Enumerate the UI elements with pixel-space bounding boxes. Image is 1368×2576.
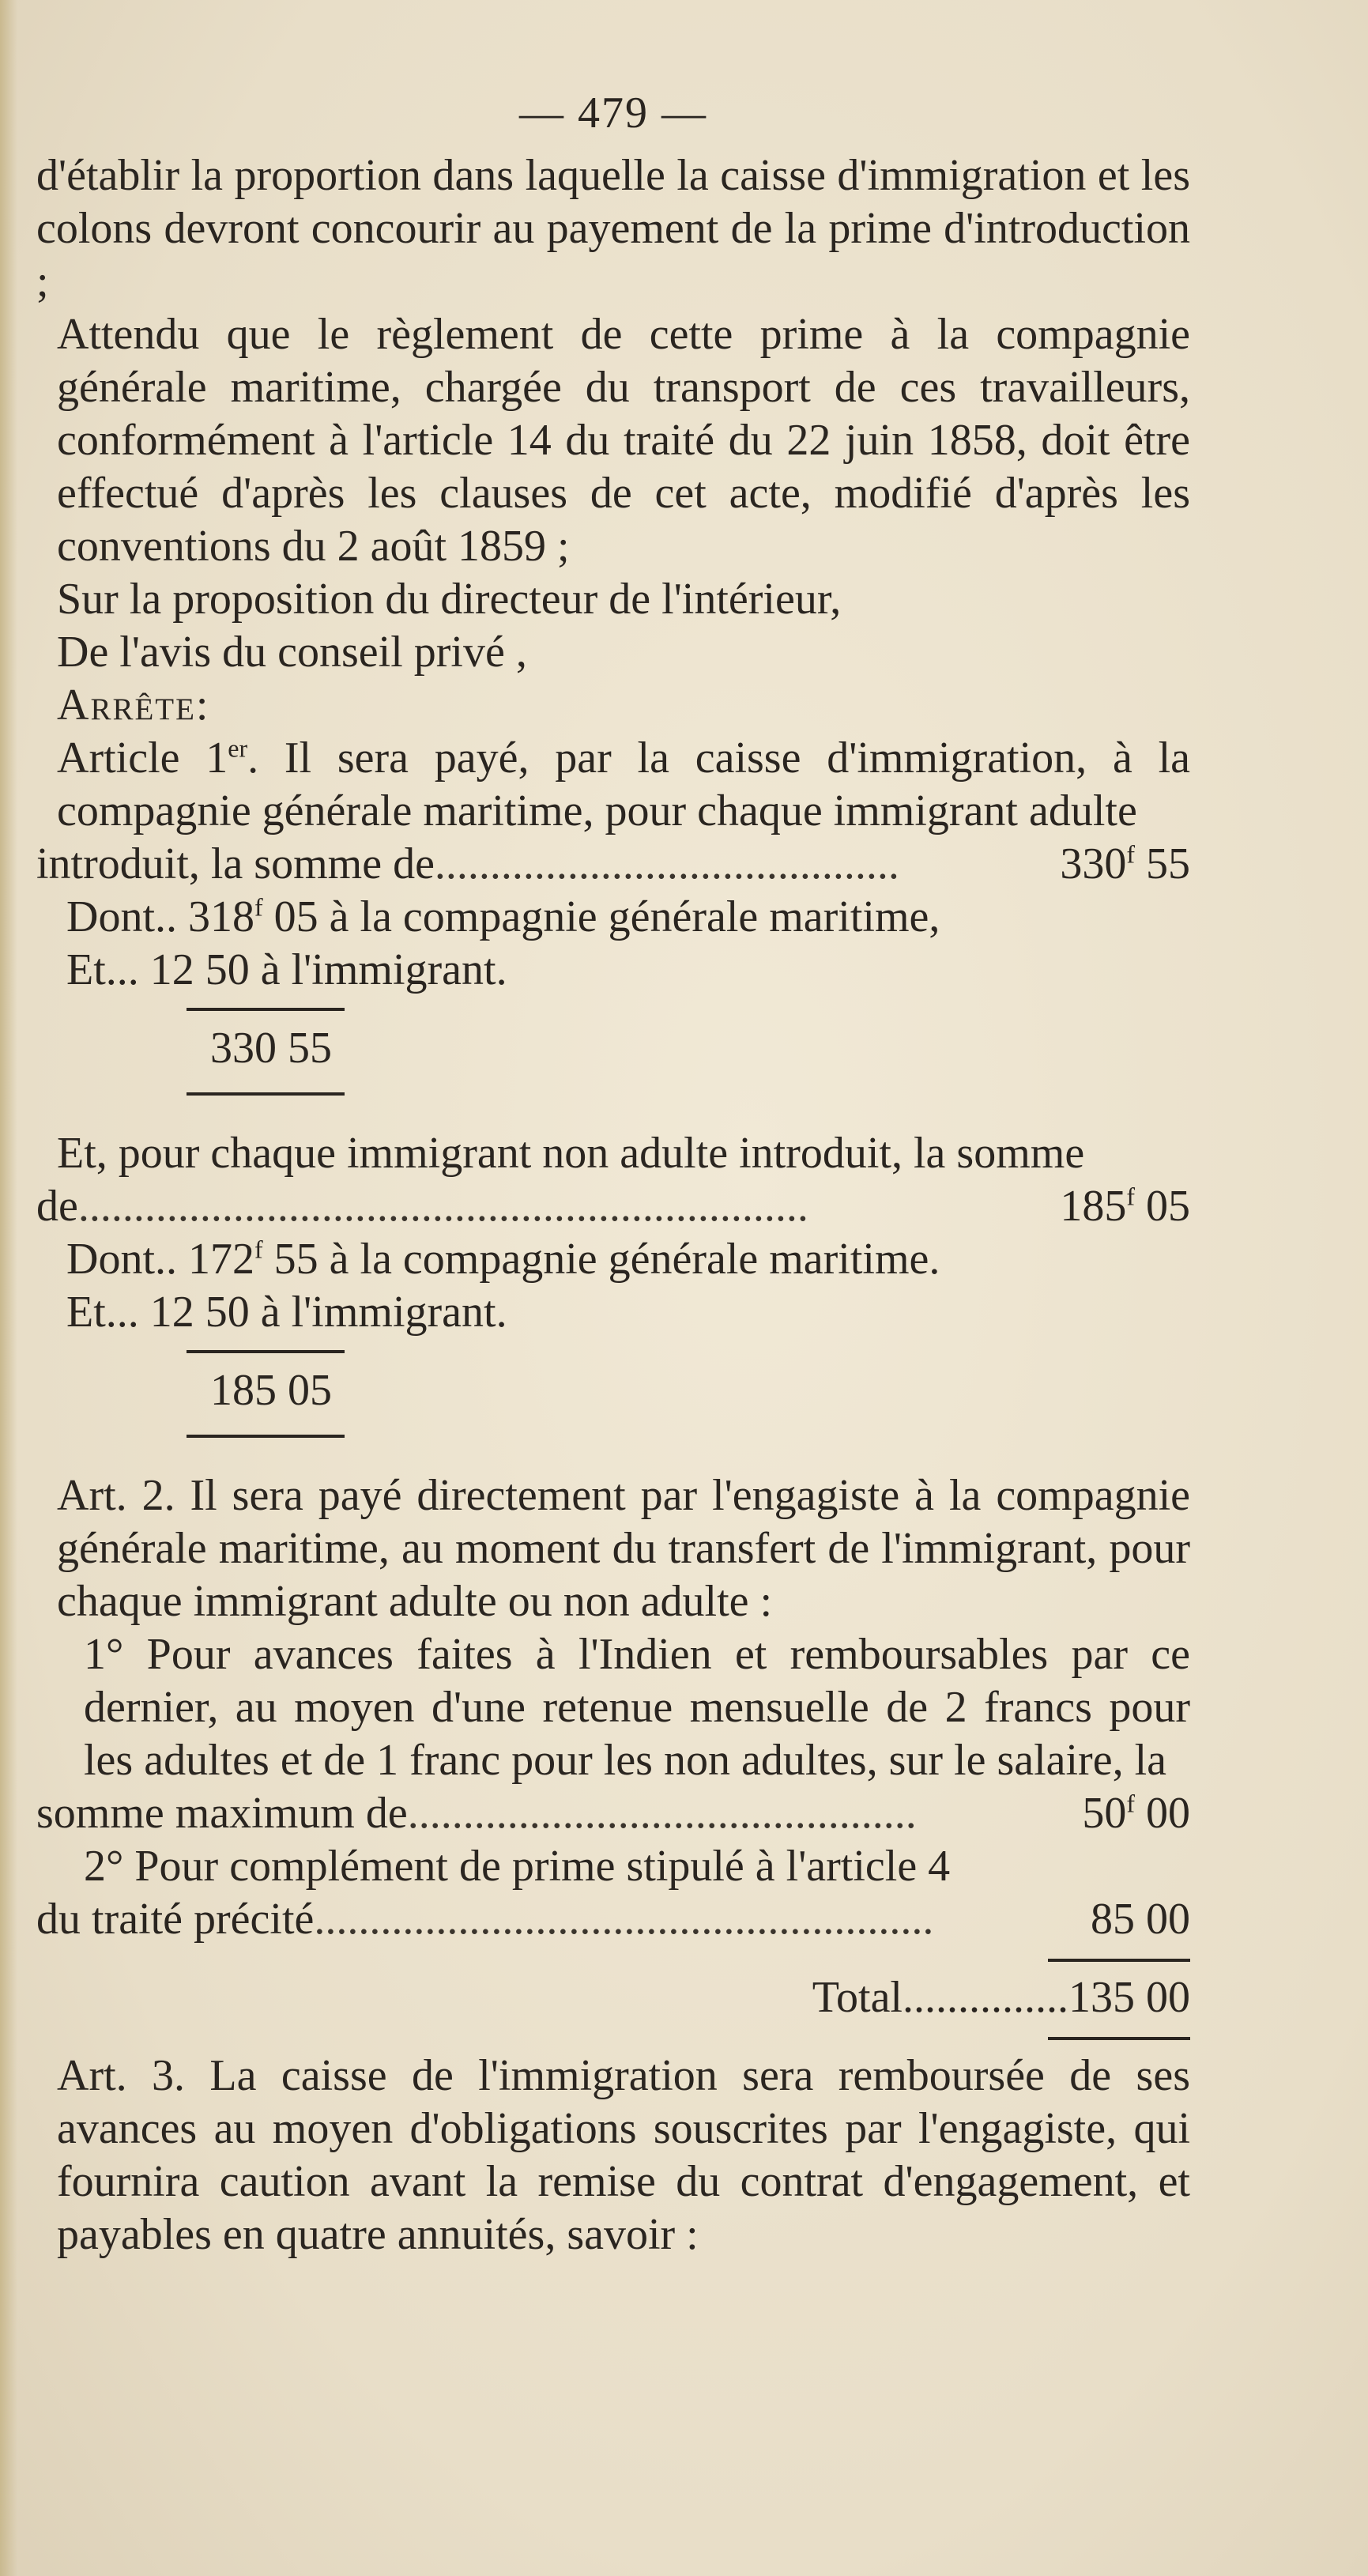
breakdown-company-adult: Dont.. 318$^f$ 05 à la compagnie générale maritime, [66,892,940,941]
amount-value: 185$^f$ 05 [1060,1182,1190,1231]
article-1-body: . Il sera payé, par la caisse d'immigration, à la compagnie générale maritime, pour chaque immigrant adulte [57,734,1190,835]
dot-leader: .............................................. [407,1789,917,1838]
amount-line-label: de [36,1182,78,1231]
paragraph-preamble: d'établir la proportion dans laquelle la caisse d'immigration et les colons devront concourir au payement de la prime d'introduction ; [36,151,1190,306]
dot-leader: ............... [903,1973,1068,2022]
arrete-heading: Arrête: [57,681,210,730]
subtotal-block-nonadult [36,1350,345,1438]
spacer [36,1446,1190,1469]
dot-leader: .......................................... [434,839,899,888]
total-rule-top [1048,1959,1190,1962]
total-label: Total [812,1973,903,2022]
subtotal-rule-top [187,1350,345,1353]
dot-leader: .................................................................. [77,1182,808,1231]
dot-leader: ........................................................ [314,1895,934,1944]
breakdown-immigrant-nonadult: Et... 12 50 à l'immigrant. [66,1288,507,1337]
article-2-item-1-amount-line [36,1787,1190,1840]
amount-line-label: du traité précité [36,1895,315,1944]
amount-value: 85 00 [1091,1895,1190,1944]
page-content [36,87,1190,2261]
paragraph-avis: De l'avis du conseil privé , [57,628,527,677]
subtotal-rule-bottom [187,1092,345,1096]
article-2-text: Art. 2. Il sera payé directement par l'engagiste à la compagnie générale maritime, au moment du transfert de l'immigrant, pour chaque immigrant adulte ou non adulte : [57,1471,1190,1626]
spacer [36,1103,1190,1127]
article-1-lead: Article 1 [57,734,228,783]
subtotal-nonadult: 185 05 [210,1366,332,1415]
article-2-item-1-text: 1° Pour avances faites à l'Indien et remboursables par ce dernier, au moyen d'une retenue mensuelle de 2 francs pour les adultes et de 1 franc pour les non adultes, sur le salaire, la [84,1630,1190,1785]
breakdown-immigrant-adult: Et... 12 50 à l'immigrant. [66,945,507,994]
article-1-adult-amount-line [36,838,1190,891]
amount-line-label: introduit, la somme de [36,839,435,888]
article-1-text [36,732,1190,838]
article-2-item-2-amount-line [36,1893,1190,1946]
amount-value: 330$^f$ 55 [1060,839,1190,888]
total-amount: 135 00 [1068,1973,1190,2022]
article-1-lead-sup: er [228,734,248,763]
subtotal-block-adult [36,1008,345,1096]
amount-value: 50$^f$ 00 [1082,1789,1190,1838]
subtotal-rule-top [187,1008,345,1011]
page-number: — 479 — [519,89,707,138]
subtotal-rule-bottom [187,1435,345,1438]
article-1-nonadult-amount-line [36,1180,1190,1233]
total-rule-bottom [1048,2037,1190,2040]
paragraph-attendu: Attendu que le règlement de cette prime à la compagnie générale maritime, chargée du transport de ces travailleurs, conformément à l'article 14 du traité du 22 juin 1858, doit être effectué d'après les clauses de cet acte, modifié d'après les conventions du 2 août 1859 ; [57,310,1190,571]
subtotal-adult: 330 55 [210,1024,332,1073]
breakdown-company-nonadult: Dont.. 172$^f$ 55 à la compagnie générale maritime. [66,1235,940,1284]
article-2-item-2-text: 2° Pour complément de prime stipulé à l'article 4 [84,1842,951,1891]
amount-line-label: somme maximum de [36,1789,408,1838]
non-adult-paragraph: Et, pour chaque immigrant non adulte introduit, la somme [57,1129,1085,1178]
article-3-text: Art. 3. La caisse de l'immigration sera remboursée de ses avances au moyen d'obligations souscrites par l'engagiste, qui fournira caution avant la remise du contrat d'engagement, et payables en quatre annuités, savoir : [57,2051,1190,2259]
paragraph-proposition: Sur la proposition du directeur de l'intérieur, [57,575,842,624]
total-line [36,1971,1190,2024]
page-edge-shadow [0,0,17,2576]
